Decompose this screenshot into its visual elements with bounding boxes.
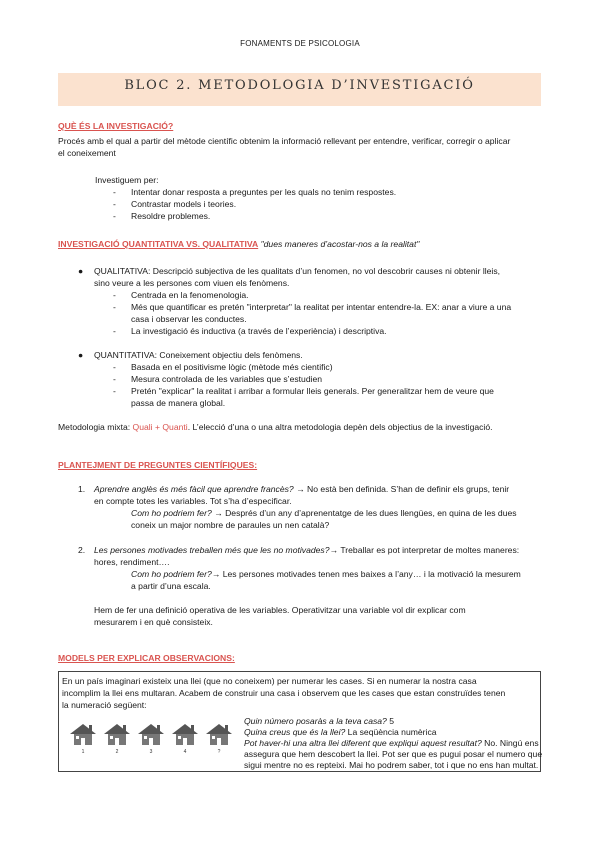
question-1-line4: coneix un major nombre de paraules un nen català? <box>131 520 330 530</box>
dash-bullet: - <box>113 326 116 336</box>
house-number: ? <box>217 749 221 755</box>
section-heading-questions: PLANTEJMENT DE PREGUNTES CIENTÍFIQUES: <box>58 460 258 470</box>
model-answer: La seqüència numèrica <box>345 727 437 737</box>
qualitative-item: La investigació és inductiva (a través de l’experiència) i descriptiva. <box>131 326 387 336</box>
document-header: FONAMENTS DE PSICOLOGIA <box>240 39 360 48</box>
section-subtitle: "dues maneres d’acostar-nos a la realitat" <box>260 239 420 249</box>
house-icon <box>206 724 232 745</box>
mixed-methodology <box>58 422 493 434</box>
how-answer: → Després d’un any d’aprenentatge de les dues llengües, en quina de les dues <box>211 508 517 518</box>
model-answer: No. Ningú ens <box>481 738 539 748</box>
question-2-line1 <box>94 545 519 557</box>
question-2-line4: a partir d’una escala. <box>131 581 211 591</box>
house-number: 4 <box>183 749 187 755</box>
how-answer: → Les persones motivades tenen mes baixes a l’any… i la motivació la mesurem <box>211 569 521 579</box>
question-1-line1 <box>94 484 509 496</box>
house-icon <box>138 724 164 745</box>
section-heading-research: QUÈ ÉS LA INVESTIGACIÓ? <box>58 121 174 131</box>
section-heading-quant-qual-row <box>58 239 419 251</box>
quantitative-item: Mesura controlada de les variables que s’estudien <box>131 374 323 384</box>
how-label: Com ho podriem fer? <box>131 569 212 579</box>
houses-illustration <box>64 722 242 756</box>
qualitative-item: Centrada en la fenomenologia. <box>131 290 249 300</box>
house-icon <box>104 724 130 745</box>
purpose-item: Intentar donar resposta a preguntes per les quals no tenim respostes. <box>131 187 397 197</box>
question-2-line2: hores, rendiment…. <box>94 557 170 567</box>
mixed-formula: Quali + Quanti <box>132 422 188 432</box>
dash-bullet: - <box>113 290 116 300</box>
model-question-1 <box>244 716 394 728</box>
dash-bullet: - <box>113 362 116 372</box>
qualitative-line1: QUALITATIVA: Descripció subjectiva de les qualitats d’un fenomen, no vol descobrir causes ni obtenir lleis, <box>94 266 501 276</box>
example-paragraph-line2: incomplim la llei ens multaran. Acabem de construir una casa i observem que les cases que estan construïdes tenen <box>62 688 506 698</box>
operational-definition-line2: mesurarem i en què consisteix. <box>94 617 213 627</box>
house-number: 3 <box>149 749 153 755</box>
quantitative-line1: QUANTITATIVA: Coneixement objectiu dels fenòmens. <box>94 350 303 360</box>
model-answer-line3: sigui mentre no es repteixi. Mai ho podrem saber, tot i que no ens han multat. <box>244 760 539 770</box>
dash-bullet: - <box>113 187 116 197</box>
quantitative-item: Basada en el positivisme lògic (mètode més cientific) <box>131 362 333 372</box>
model-question-text: Quin número posaràs a la teva casa? <box>244 716 387 726</box>
qualitative-item: Més que quantificar es pretén "interpretar" la realitat per intentar entendre-la. EX: anar a viure a una <box>131 302 512 312</box>
question-1-how <box>131 508 517 520</box>
research-purpose-intro: Investiguem per: <box>95 175 159 185</box>
bullet-dot-icon: ● <box>78 350 84 360</box>
model-question-text: Quina creus que és la llei? <box>244 727 346 737</box>
house-number: 1 <box>81 749 85 755</box>
question-2-how <box>131 569 521 581</box>
mixed-rest: . L’elecció d’una o una altra metodologia depèn dels objectius de la investigació. <box>187 422 493 432</box>
house-icon <box>172 724 198 745</box>
question-number: 1. <box>78 484 86 494</box>
model-answer: 5 <box>386 716 395 726</box>
dash-bullet: - <box>113 211 116 221</box>
dash-bullet: - <box>113 199 116 209</box>
mixed-label: Metodologia mixta: <box>58 422 133 432</box>
model-question-3 <box>244 738 539 750</box>
dash-bullet: - <box>113 374 116 384</box>
question-2-comment: → Treballar es pot interpretar de moltes maneres: <box>329 545 520 555</box>
house-icon <box>70 724 96 745</box>
section-heading-quant-qual: INVESTIGACIÓ QUANTITATIVA VS. QUALITATIVA <box>58 239 259 249</box>
dash-bullet: - <box>113 386 116 396</box>
model-question-text: Pot haver-hi una altra llei diferent que expliqui aquest resultat? <box>244 738 482 748</box>
research-definition-line1: Procés amb el qual a partir del mètode científic obtenim la informació rellevant per entendre, verificar, corregir o aplicar <box>58 136 511 146</box>
qualitative-item-cont: casa i observar les conductes. <box>131 314 247 324</box>
purpose-item: Resoldre problemes. <box>131 211 211 221</box>
question-number: 2. <box>78 545 86 555</box>
purpose-item: Contrastar models i teories. <box>131 199 237 209</box>
model-question-2 <box>244 727 437 739</box>
model-answer-line2: assegura que hem descobert la llei. Pot ser que es pugui posar el numero que <box>244 749 543 759</box>
page-title: BLOC 2. METODOLOGIA D’INVESTIGACIÓ <box>124 78 475 93</box>
dash-bullet: - <box>113 302 116 312</box>
example-paragraph-line3: la numeració següent: <box>62 700 147 710</box>
question-1-comment: → No està ben definida. S’han de definir els grups, tenir <box>293 484 510 494</box>
quantitative-item-cont: passa de manera global. <box>131 398 226 408</box>
section-heading-models: MODELS PER EXPLICAR OBSERVACIONS: <box>58 653 235 663</box>
question-1-text: Aprendre anglès és més fàcil que aprendre francès? <box>94 484 294 494</box>
example-paragraph-line1: En un país imaginari existeix una llei (que no coneixem) per numerar les cases. Si en numerar la nostra casa <box>62 676 477 686</box>
house-number: 2 <box>115 749 119 755</box>
question-1-line2: en compte totes les variables. Tot s’ha d’especificar. <box>94 496 292 506</box>
qualitative-line2: sino veure a les persones com viuen els fenòmens. <box>94 278 290 288</box>
operational-definition-line1: Hem de fer una definició operativa de les variables. Operativitzar una variable vol dir explicar com <box>94 605 466 615</box>
quantitative-item: Pretén "explicar" la realitat i arribar a formular lleis generals. Per generalitzar hem de veure que <box>131 386 494 396</box>
research-definition-line2: el coneixement <box>58 148 116 158</box>
how-label: Com ho podriem fer? <box>131 508 212 518</box>
bullet-dot-icon: ● <box>78 266 84 276</box>
question-2-text: Les persones motivades treballen més que les no motivades? <box>94 545 330 555</box>
